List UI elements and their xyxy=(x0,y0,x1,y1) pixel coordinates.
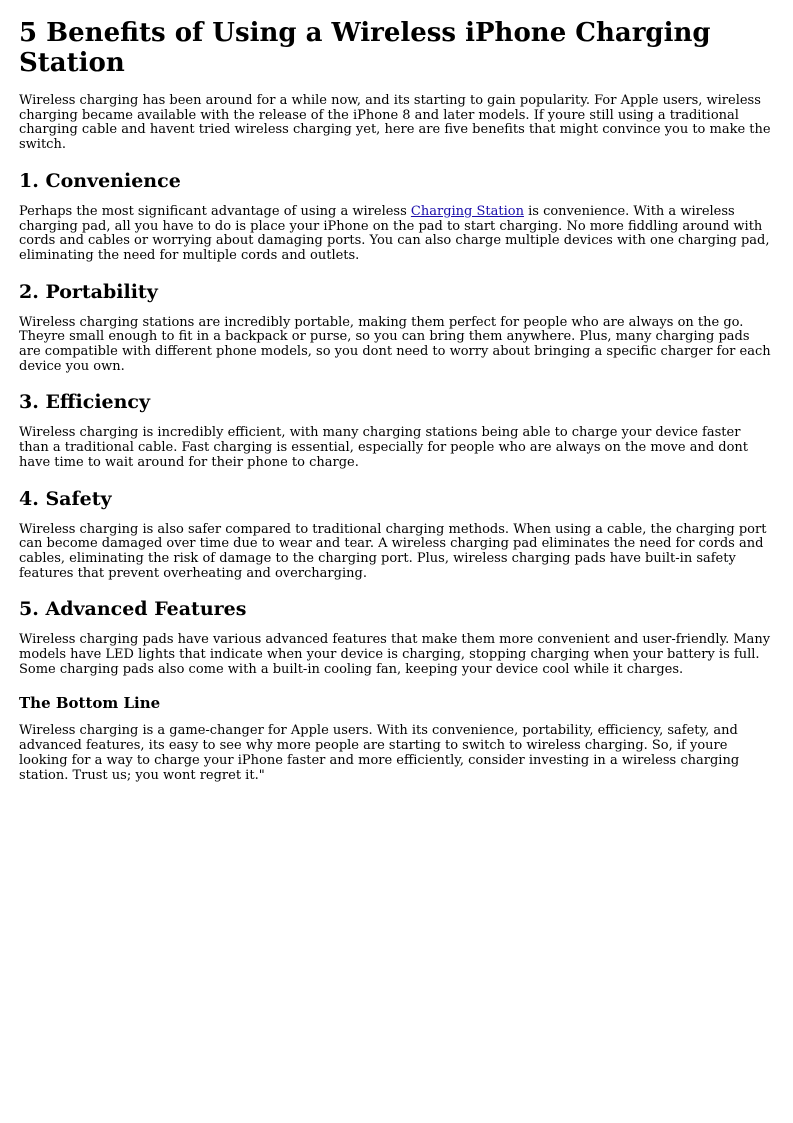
charging-station-link[interactable]: Charging Station xyxy=(410,203,524,219)
conclusion-heading: The Bottom Line xyxy=(19,694,161,713)
section-paragraph-portability: Wireless charging stations are incredibly portable, making them perfect for people who are always on the go. Theyre small enough to fit in a backpack or purse, so you can bring them anywhere. Plus, many charging pads are compatible with different phone models, so you dont need to worry about bringing a specific charger for each device you own. xyxy=(19,314,771,374)
page-title: 5 Benefits of Using a Wireless iPhone Charging Station xyxy=(19,18,711,78)
section-heading-convenience: 1. Convenience xyxy=(19,169,181,192)
conclusion-paragraph: Wireless charging is a game-changer for Apple users. With its convenience, portability, efficiency, safety, and advanced features, its easy to see why more people are starting to switch to wireless charging. So, if youre looking for a way to charge your iPhone faster and more efficiently, consider investing in a wireless charging station. Trust us; you wont regret it." xyxy=(19,723,740,783)
paragraph-text: Perhaps the most significant advantage of using a wireless xyxy=(19,203,411,219)
section-paragraph-advanced-features: Wireless charging pads have various advanced features that make them more convenient and user-friendly. Many models have LED lights that indicate when your device is charging, stopping charging when your battery is full. Some charging pads also come with a built-in cooling fan, keeping your device cool while it charges. xyxy=(19,632,771,677)
section-heading-safety: 4. Safety xyxy=(19,487,112,510)
section-paragraph-safety: Wireless charging is also safer compared to traditional charging methods. When using a cable, the charging port can become damaged over time due to wear and tear. A wireless charging pad eliminates the need for cords and cables, eliminating the risk of damage to the charging port. Plus, wireless charging pads have built-in safety features that prevent overheating and overcharging. xyxy=(19,521,767,581)
paragraph-text: is convenience. With a wireless charging pad, all you have to do is place your iPhone on the pad to start charging. No more fiddling around with cords and cables or worrying about damaging ports. You can also charge multiple devices with one charging pad, eliminating the need for multiple cords and outlets. xyxy=(19,203,770,263)
intro-paragraph: Wireless charging has been around for a while now, and its starting to gain popularity. For Apple users, wireless charging became available with the release of the iPhone 8 and later models. If youre still using a traditional charging cable and havent tried wireless charging yet, here are five benefits that might convince you to make the switch. xyxy=(19,93,771,153)
section-heading-portability: 2. Portability xyxy=(19,280,158,303)
section-heading-advanced-features: 5. Advanced Features xyxy=(19,598,247,621)
section-heading-efficiency: 3. Efficiency xyxy=(19,391,151,414)
section-paragraph-efficiency: Wireless charging is incredibly efficient, with many charging stations being able to charge your device faster than a traditional cable. Fast charging is essential, especially for people who are always on the move and dont have time to wait around for their phone to charge. xyxy=(19,425,749,470)
section-paragraph-convenience xyxy=(19,205,774,264)
